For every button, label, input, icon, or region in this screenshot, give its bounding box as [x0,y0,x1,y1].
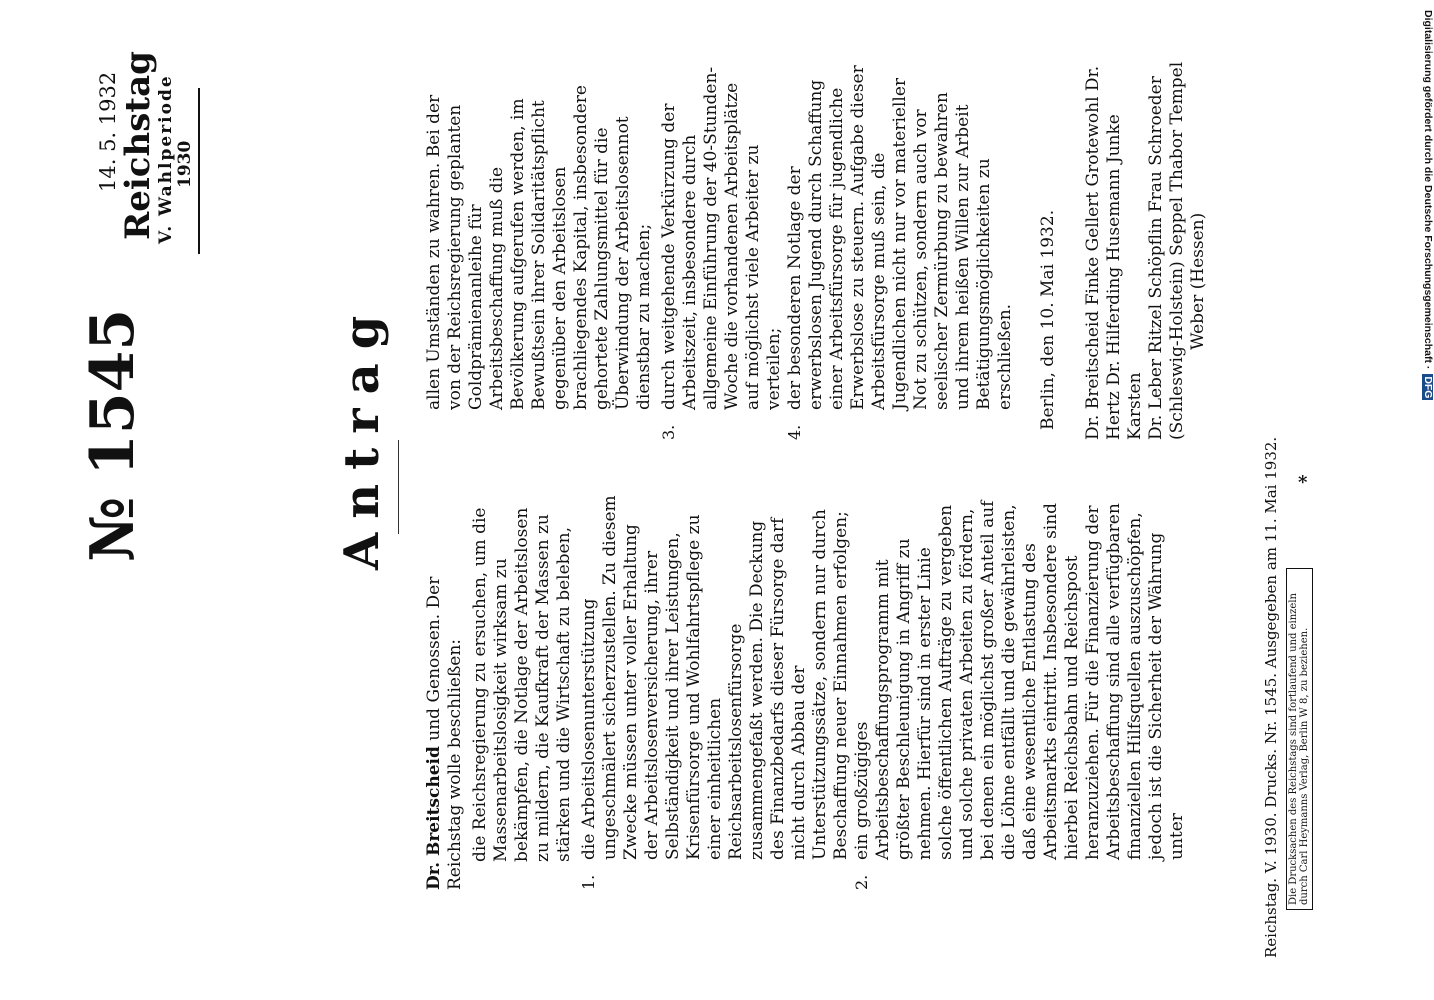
intro-paragraph: die Reichsregierung zu ersuchen, um die Massenarbeitslosigkeit wirksam zu bekämpfen, die Notlage der Arbeitslosen zu mildern, die Kaufkraft der Massen zu stärken und die Wirtschaft zu beleben, [470,507,574,862]
intro [424,490,466,890]
footer-box-line: Die Drucksachen des Reichstags sind fortlaufend und einzeln [1288,593,1299,905]
header-rule [198,88,200,254]
continuation-paragraph: allen Umständen zu wahren. Bei der von der Reichsregierung geplanten Goldprämienanleihe für Arbeitsbeschaffung muß die Bevölkerung aufgerufen werden, im Bewußtsein ihrer Solidaritätspflicht gegenüber den Arbeitslosen brachliegendes Kapital, insbesondere gehortete Zahlungsmittel für die Überwindung der Arbeitslosennot dienstbar zu machen; [424,85,654,410]
list-item-text: durch weitgehende Verkürzung der Arbeitszeit, insbesondere durch allgemeine Einführung der 40-Stunden-Woche die vorhandenen Arbeitsplätze auf möglichst viele Arbeiter zu verteilen; [659,66,784,410]
title-rule [398,440,399,534]
signature-line: Dr. Leber Ritzel Schöpflin Frau Schroeder [1146,76,1166,440]
list-item [785,60,1016,440]
signature-line: (Schleswig-Holstein) Seppel Thabor Tempel [1167,61,1187,440]
signature-line: Hertz Dr. Hilferding Husemann Junke Karsten [1104,114,1145,440]
list-item-number: 3. [659,424,678,440]
dfg-logo: DFG [1422,376,1434,399]
signatures [1083,60,1209,440]
footer-box-line: durch Carl Heymanns Verlag, Berlin W 8, zu beziehen. [1299,627,1310,905]
list-item-number: 2. [852,874,871,890]
list-item [579,490,852,890]
list-item-text: ein großzügiges Arbeitsbeschaffungsprogramm mit größter Beschleunigung in Angriff zu nehmen. Hierfür sind in erster Linie solche öffentlichen Aufträge zu vergeben und solche privaten Arbeiten zu fördern, bei denen ein möglichst großer Anteil auf die Löhne entfällt und die gewährleisten, daß eine wesentliche Entlastung des Arbeitsmarkts eintritt. Insbesondere sind hierbei Reichsbahn und Reichspost heranzuziehen. Für die Finanzierung der Arbeitsbeschaffung sind alle verfügbaren finanziellen Hilfsquellen auszuschöpfen, jedoch ist die Sicherheit der Währung unter [852,500,1187,860]
wahlperiode-label: V. Wahlperiode [156,74,176,244]
intro-name: Dr. Breitscheid [424,746,444,890]
list-item-text: der besonderen Notlage der erwerbslosen Jugend durch Schaffung einer Arbeitsfürsorge für jugendliche Erwerbslose zu steuern. Aufgabe dieser Arbeitsfürsorge muß sein, die Jugendlichen nicht nur vor materieller Not zu schützen, sondern auch vor seelischer Zermürbung zu bewahren und ihrem heißen Willen zur Arbeit Betätigungsmöglichkeiten zu erschließen. [785,65,1015,410]
list-item-number: 1. [579,874,598,890]
list-item-number: 4. [785,424,804,440]
signature-line: Weber (Hessen) [1188,212,1208,350]
footer-box [1286,568,1313,910]
date-stamp: 14. 5. 1932 [96,71,120,192]
document-number: № 1545 [78,308,148,562]
right-column [424,60,1208,440]
list-item [852,490,1188,890]
digitization-text: Digitalisierung gefördert durch die Deutsche Forschungsgemeinschaft · [1422,10,1434,370]
list-item-text: die Arbeitslosenunterstützung ungeschmälert sicherzustellen. Zu diesem Zwecke müssen unter voller Erhaltung der Arbeitslosenversicherung, ihrer Selbständigkeit und ihrer Leistungen, Krisenfürsorge und Wohlfahrtspflege zu einer einheitlichen Reichsarbeitslosenfürsorge zusammengefaßt werden. Die Deckung des Finanzbedarfs dieser Fürsorge darf nicht durch Abbau der Unterstützungssätze, sondern nur durch Beschaffung neuer Einnahmen erfolgen; [579,495,851,860]
footer-line: Reichstag. V. 1930. Drucks. Nr. 1545. Ausgegeben am 11. Mai 1932. [1262,436,1280,958]
document-title: Antrag [334,301,390,570]
intro-rest: und Genossen. Der Reichstag wolle beschließen: [424,576,465,890]
place-date: Berlin, den 10. Mai 1932. [1038,209,1058,430]
signature-line: Dr. Breitscheid Finke Gellert Grotewohl Dr. [1083,65,1103,440]
list-item [659,60,785,440]
year-label: 1930 [175,140,195,188]
footer-star: * [1298,472,1308,493]
digitization-note [1422,10,1433,400]
reichstag-heading: Reichstag [118,51,158,240]
left-column [424,490,1187,890]
